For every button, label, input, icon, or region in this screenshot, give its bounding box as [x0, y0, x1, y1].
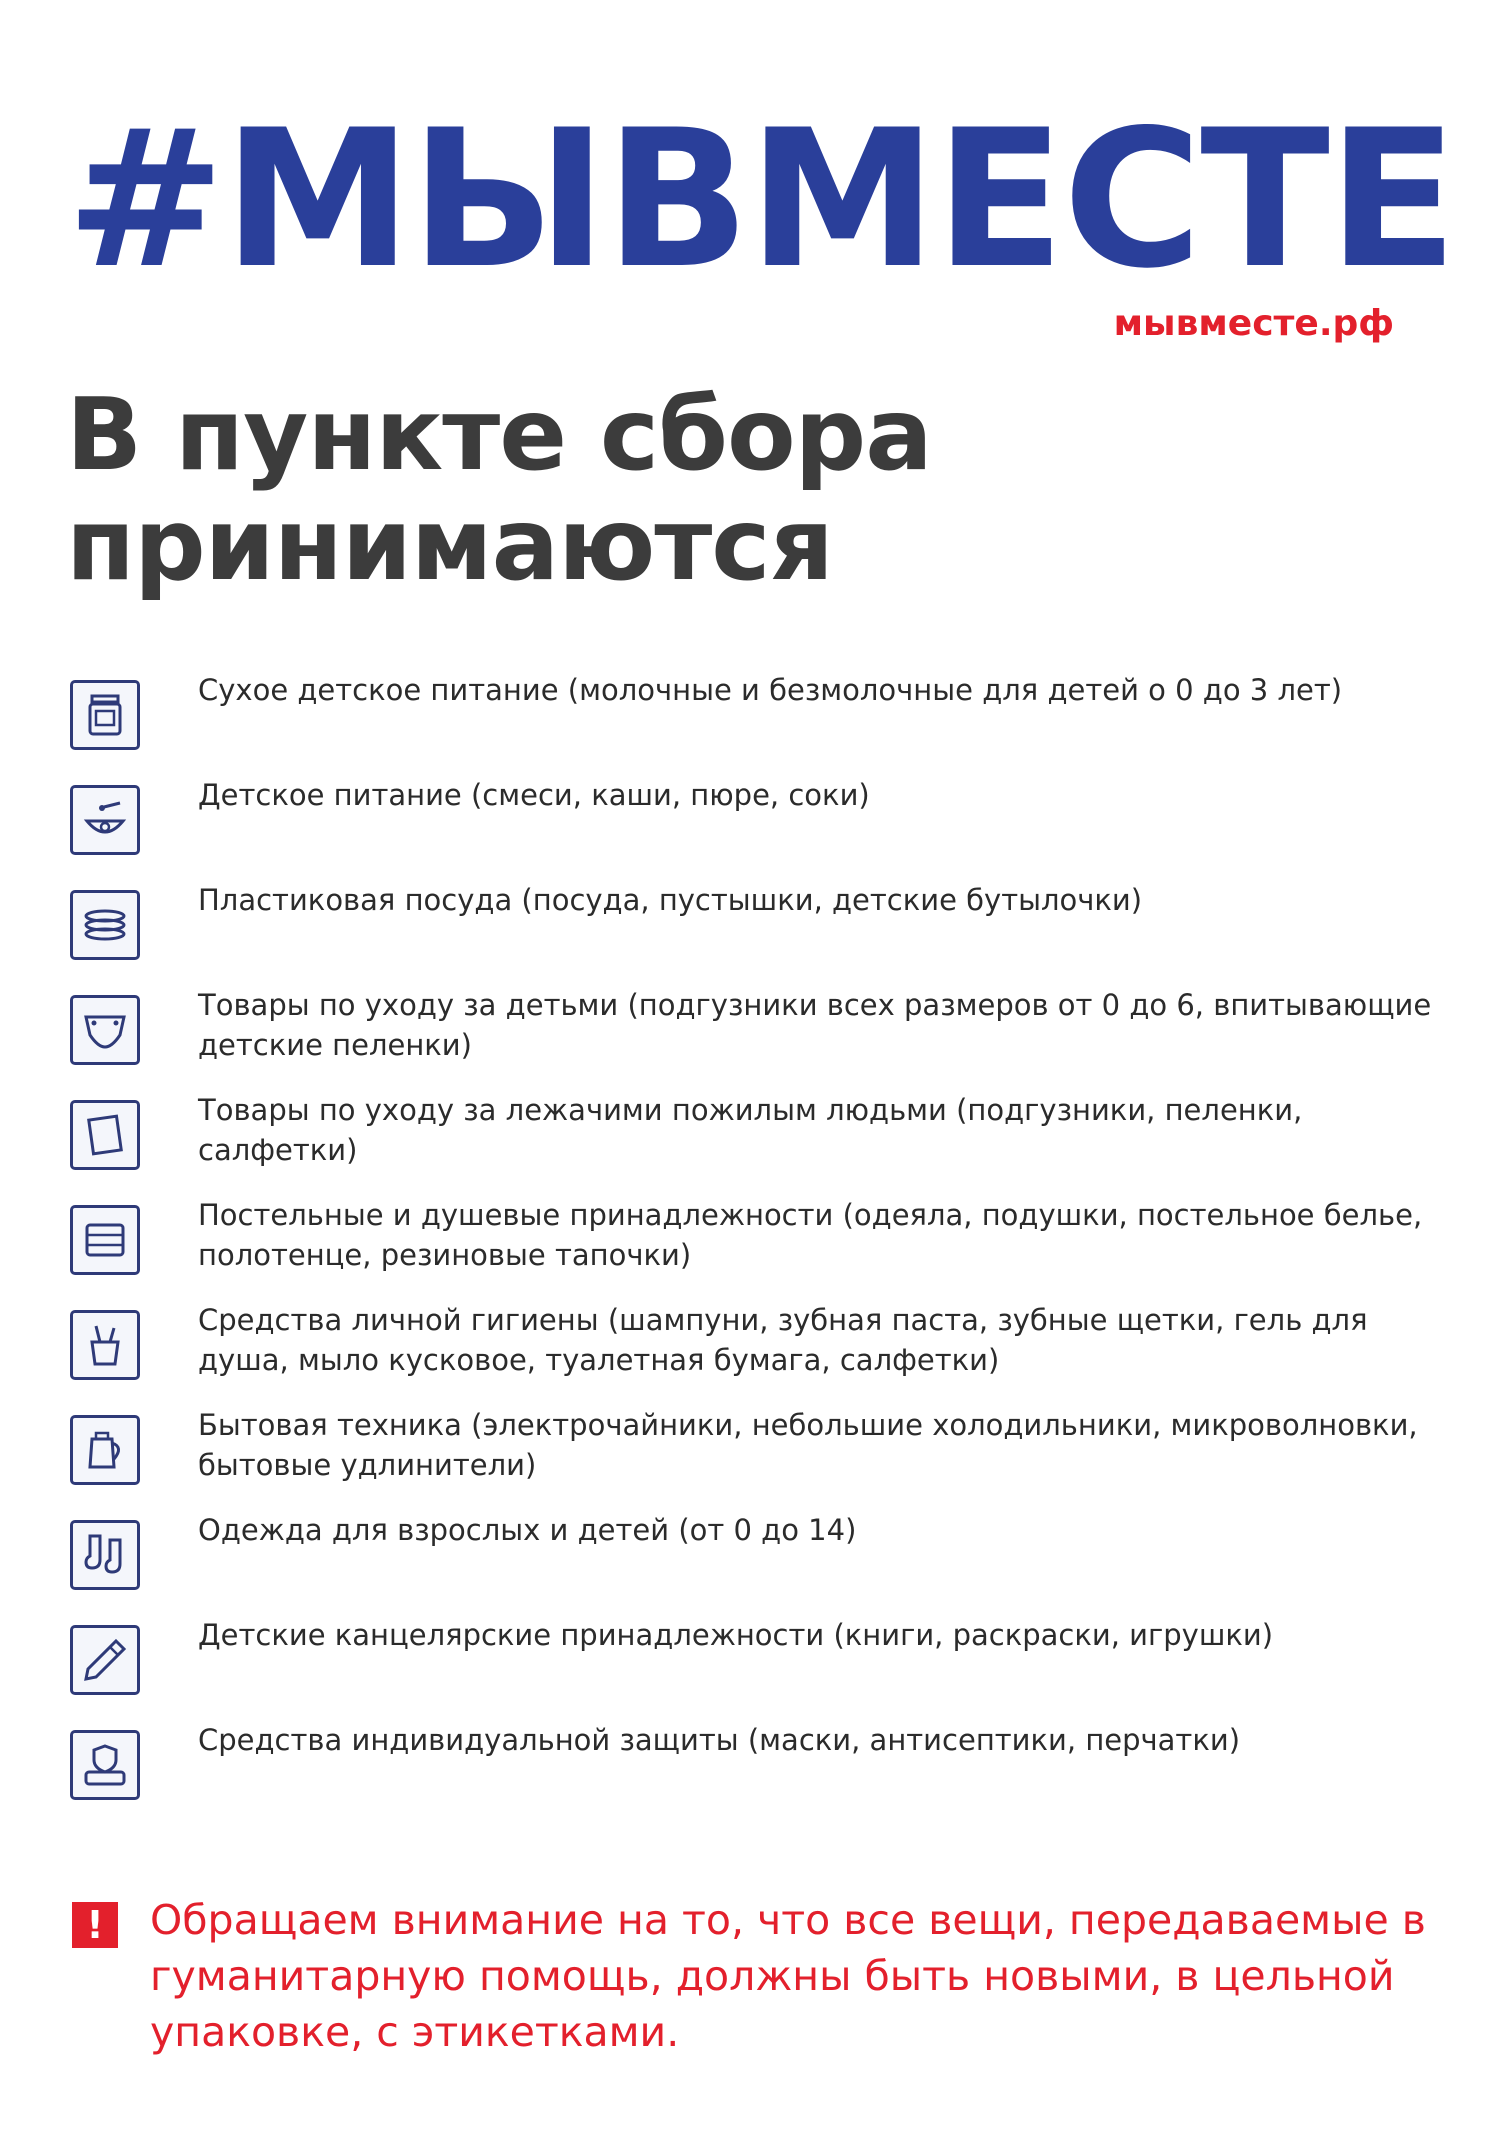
notice-text: Обращаем внимание на то, что все вещи, передаваемые в гуманитарную помощь, должны быть новыми, в цельной упаковке, с этикетками.	[150, 1896, 1426, 2056]
item-text: Одежда для взрослых и детей (от 0 до 14)	[198, 1513, 857, 1547]
baby-food-bowl-icon	[70, 785, 140, 855]
baby-food-jar-icon	[70, 680, 140, 750]
list-item	[70, 660, 1450, 750]
list-item	[70, 1710, 1450, 1800]
item-text: Пластиковая посуда (посуда, пустышки, детские бутылочки)	[198, 883, 1143, 917]
list-item	[70, 975, 1450, 1065]
item-text: Товары по уходу за лежачими пожилым людьми (подгузники, пеленки, салфетки)	[198, 1093, 1303, 1167]
toothbrush-cup-icon	[70, 1310, 140, 1380]
list-item	[70, 1395, 1450, 1485]
list-item	[70, 870, 1450, 960]
exclamation-icon: !	[72, 1902, 118, 1948]
item-text: Детские канцелярские принадлежности (книги, раскраски, игрушки)	[198, 1618, 1274, 1652]
item-text: Бытовая техника (электрочайники, небольшие холодильники, микроволновки, бытовые удлинители)	[198, 1408, 1418, 1482]
mask-shield-icon	[70, 1730, 140, 1800]
diaper-icon	[70, 995, 140, 1065]
kettle-icon	[70, 1415, 140, 1485]
pad-icon	[70, 1100, 140, 1170]
plates-icon	[70, 890, 140, 960]
site-link[interactable]: мывместе.рф	[1113, 303, 1394, 344]
page-title: В пункте сбора принимаются	[66, 376, 932, 603]
list-item	[70, 1500, 1450, 1590]
item-text: Постельные и душевые принадлежности (одеяла, подушки, постельное белье, полотенце, резиновые тапочки)	[198, 1198, 1423, 1272]
towels-icon	[70, 1205, 140, 1275]
pencil-icon	[70, 1625, 140, 1695]
brand-hashtag: #МЫВМЕСТЕ	[66, 89, 1456, 310]
socks-icon	[70, 1520, 140, 1590]
item-text: Товары по уходу за детьми (подгузники всех размеров от 0 до 6, впитывающие детские пеленки)	[198, 988, 1432, 1062]
item-text: Средства индивидуальной защиты (маски, антисептики, перчатки)	[198, 1723, 1241, 1757]
list-item	[70, 765, 1450, 855]
item-text: Средства личной гигиены (шампуни, зубная паста, зубные щетки, гель для душа, мыло кусковое, туалетная бумага, салфетки)	[198, 1303, 1368, 1377]
list-item	[70, 1290, 1450, 1380]
item-text: Сухое детское питание (молочные и безмолочные для детей о 0 до 3 лет)	[198, 673, 1343, 707]
list-item	[70, 1605, 1450, 1695]
item-text: Детское питание (смеси, каши, пюре, соки)	[198, 778, 870, 812]
list-item	[70, 1080, 1450, 1170]
list-item	[70, 1185, 1450, 1275]
